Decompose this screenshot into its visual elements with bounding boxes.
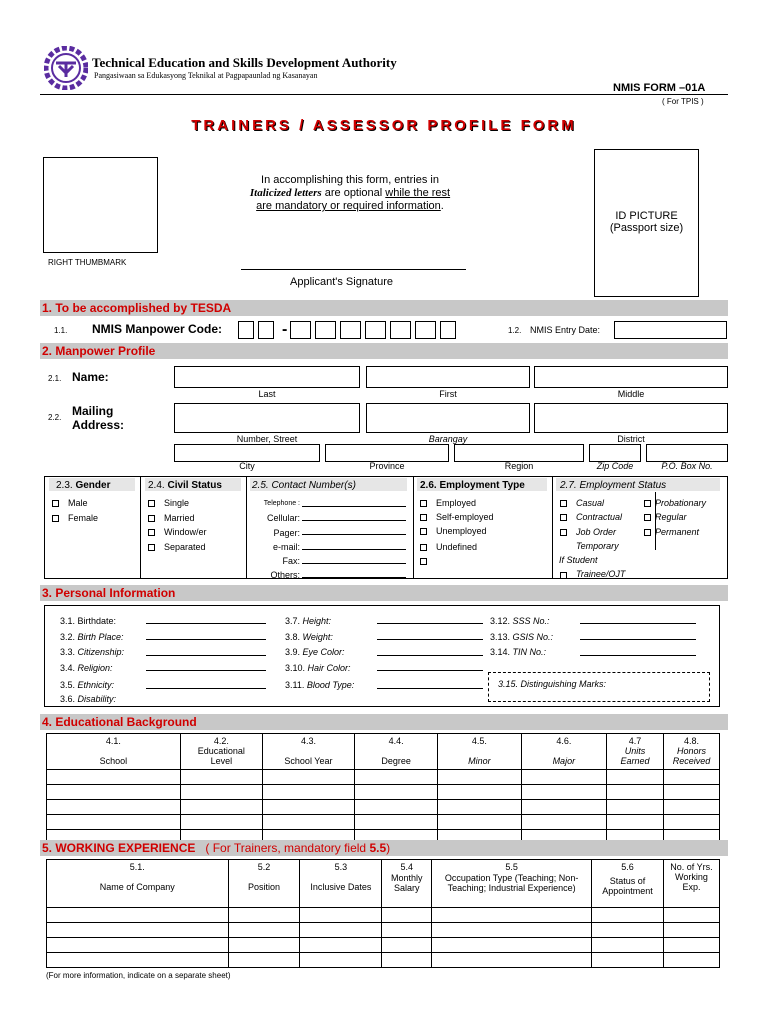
- id-picture-label: ID PICTURE (Passport size): [609, 210, 684, 234]
- thumbmark-box[interactable]: [43, 157, 158, 253]
- edu-col-degree: 4.4. Degree: [354, 734, 437, 770]
- instructions: In accomplishing this form, entries in Italicized letters are optional while the rest are mandatory or required information.: [249, 174, 451, 212]
- signature-label: Applicant's Signature: [290, 276, 393, 288]
- middle-label: Middle: [617, 389, 645, 399]
- pobox-field[interactable]: [646, 444, 728, 462]
- edu-col-honors: 4.8. Honors Received: [664, 734, 720, 770]
- name-label: Name:: [72, 370, 109, 384]
- emptype-options[interactable]: Employed Self-employed Unemployed Undefined: [420, 496, 494, 568]
- contact-labels: Telephone : Cellular: Pager: e-mail: Fax: Others:: [263, 500, 300, 581]
- section1-title: 1. To be accomplished by TESDA: [40, 300, 728, 316]
- for-tpis: ( For TPIS ): [662, 97, 704, 106]
- num-2-2: 2.2.: [48, 413, 62, 422]
- zip-field[interactable]: [589, 444, 641, 462]
- distinguishing-marks-label: 3.15. Distinguishing Marks:: [498, 679, 607, 689]
- tesda-logo: [44, 46, 88, 90]
- province-label: Province: [369, 461, 405, 471]
- civil-options[interactable]: Single Married Window/er Separated: [148, 496, 207, 554]
- last-name-field[interactable]: [174, 366, 360, 388]
- city-label: City: [239, 461, 255, 471]
- middle-name-field[interactable]: [534, 366, 728, 388]
- work-col-dates: 5.3 Inclusive Dates: [300, 860, 382, 908]
- barangay-field[interactable]: [366, 403, 530, 433]
- edu-col-major: 4.6. Major: [521, 734, 606, 770]
- province-field[interactable]: [325, 444, 449, 462]
- num-1-2: 1.2.: [508, 326, 522, 335]
- edu-col-level: 4.2. Educational Level: [180, 734, 262, 770]
- personal-col3: 3.12. SSS No.: 3.13. GSIS No.: 3.14. TIN No.:: [490, 616, 554, 658]
- personal-col1: 3.1. Birthdate: 3.2. Birth Place: 3.3. Citizenship: 3.4. Religion: 3.5. Ethnicity: 3.6. Disability:: [60, 616, 125, 704]
- work-col-occupation: 5.5 Occupation Type (Teaching; Non-Teaching; Industrial Experience): [432, 860, 592, 908]
- work-col-status: 5.6 Status of Appointment: [591, 860, 663, 908]
- entry-date-label: NMIS Entry Date:: [530, 325, 601, 335]
- work-experience-table[interactable]: [46, 859, 720, 968]
- personal-col2: 3.7. Height: 3.8. Weight: 3.9. Eye Color: 3.10. Hair Color: 3.11. Blood Type:: [285, 616, 355, 691]
- city-field[interactable]: [174, 444, 320, 462]
- agency-name: Technical Education and Skills Development Authority: [92, 55, 397, 70]
- empstat-left-options[interactable]: Casual Contractual Job Order Temporary If Student Trainee/OJT: [559, 498, 626, 580]
- edu-col-school: 4.1. School: [47, 734, 181, 770]
- edu-col-minor: 4.5. Minor: [438, 734, 521, 770]
- agency-tagalog: Pangasiwaan sa Edukasyong Teknikal at Pagpapaunlad ng Kasanayan: [94, 71, 318, 80]
- district-label: District: [617, 434, 645, 444]
- pobox-label: P.O. Box No.: [661, 461, 713, 471]
- footer-note: (For more information, indicate on a separate sheet): [46, 971, 231, 980]
- form-number: NMIS FORM –01A: [613, 82, 706, 94]
- first-name-field[interactable]: [366, 366, 530, 388]
- thumbmark-label: RIGHT THUMBMARK: [48, 258, 127, 267]
- civil-header: 2.4. Civil Status: [148, 480, 222, 491]
- empstat-right-options[interactable]: Probationary Regular Permanent: [644, 496, 706, 539]
- work-col-position: 5.2 Position: [228, 860, 300, 908]
- work-col-salary: 5.4 Monthly Salary: [382, 860, 432, 908]
- section4-title: 4. Educational Background: [40, 714, 728, 730]
- section2-title: 2. Manpower Profile: [40, 343, 728, 359]
- section3-title: 3. Personal Information: [40, 585, 728, 601]
- last-label: Last: [258, 389, 276, 399]
- emptype-header: 2.6. Employment Type: [420, 480, 525, 491]
- form-title: TRAINERS / ASSESSOR PROFILE FORM: [191, 117, 577, 134]
- contact-header: 2.5. Contact Number(s): [252, 480, 356, 491]
- num-2-1: 2.1.: [48, 374, 62, 383]
- manpower-code-label: NMIS Manpower Code:: [92, 322, 223, 336]
- edu-col-year: 4.3. School Year: [262, 734, 354, 770]
- street-field[interactable]: [174, 403, 360, 433]
- entry-date-field[interactable]: [614, 321, 727, 339]
- first-label: First: [439, 389, 457, 399]
- district-field[interactable]: [534, 403, 728, 433]
- barangay-label: Barangay: [428, 434, 468, 444]
- street-label: Number, Street: [236, 434, 298, 444]
- mailing-label: Mailing Address:: [72, 404, 125, 432]
- edu-col-units: 4.7 Units Earned: [607, 734, 664, 770]
- education-table[interactable]: [46, 733, 720, 845]
- empstat-header: 2.7. Employment Status: [560, 480, 667, 491]
- zip-label: Zip Code: [596, 461, 634, 471]
- region-field[interactable]: [454, 444, 584, 462]
- section5-title: 5. WORKING EXPERIENCE ( For Trainers, mandatory field 5.5): [40, 840, 728, 856]
- region-label: Region: [504, 461, 534, 471]
- gender-options[interactable]: Male Female: [52, 496, 98, 526]
- work-col-years: No. of Yrs. Working Exp.: [663, 860, 719, 908]
- num-1-1: 1.1.: [54, 326, 68, 335]
- gender-header: 2.3. Gender: [56, 480, 111, 491]
- work-col-company: 5.1. Name of Company: [47, 860, 229, 908]
